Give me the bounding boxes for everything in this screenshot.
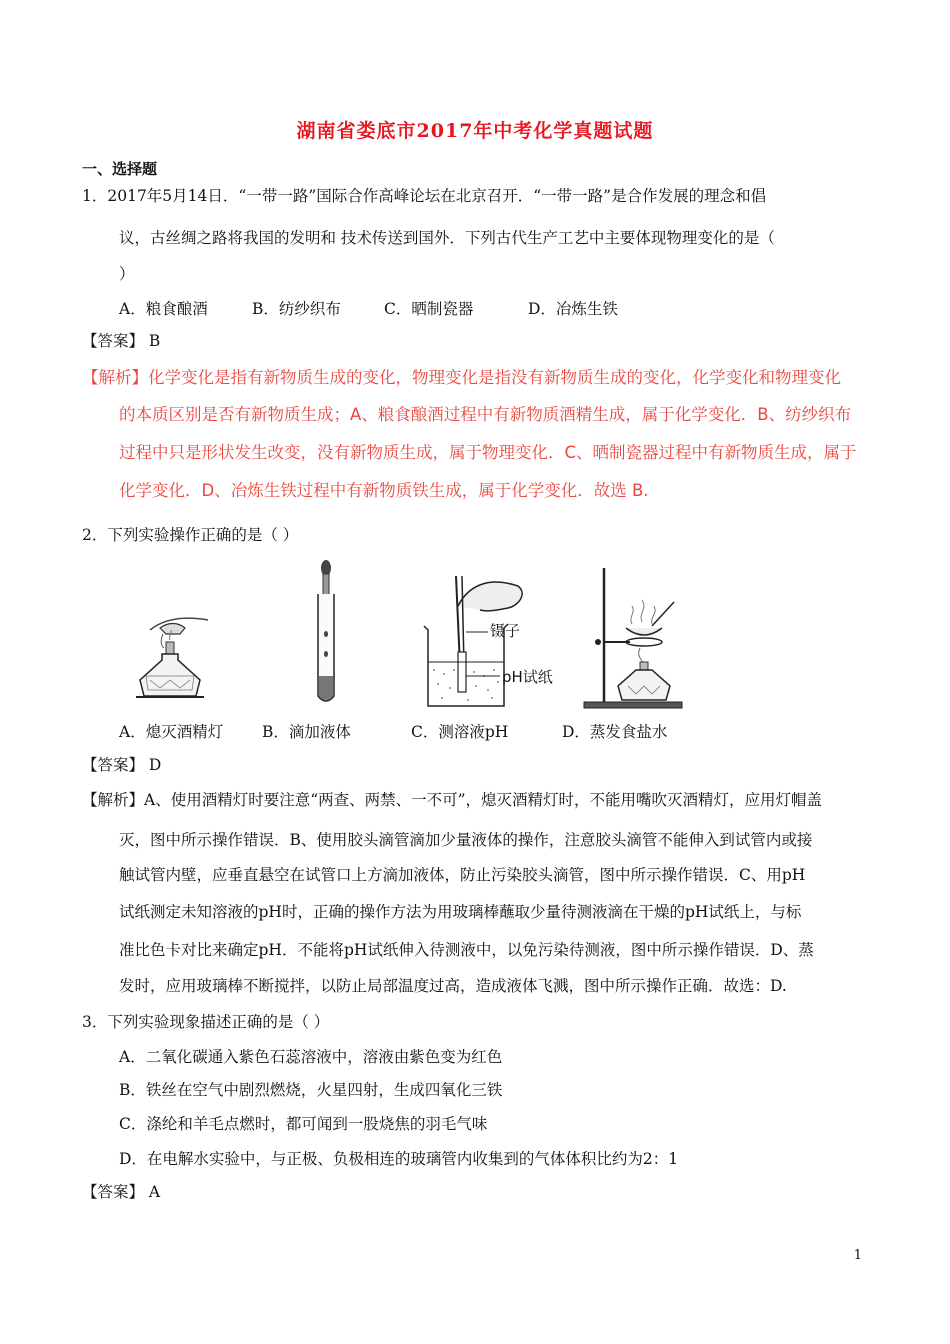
q1-option-b: B．纺纱织布 bbox=[252, 300, 341, 318]
figure-d-evaporation-setup bbox=[582, 566, 692, 711]
figure-c-label-tweezers: 镊子 bbox=[490, 622, 521, 640]
q1-option-a: A．粮食酿酒 bbox=[119, 300, 208, 318]
q1-stem-line-1: 1．2017年5月14日．“一带一路”国际合作高峰论坛在北京召开．“一带一路”是合作发展的理念和倡 bbox=[82, 187, 767, 205]
q2-option-c: C．测溶液pH bbox=[411, 723, 509, 741]
q3-option-a: A．二氧化碳通入紫色石蕊溶液中，溶液由紫色变为红色 bbox=[119, 1048, 503, 1066]
q2-option-d: D．蒸发食盐水 bbox=[562, 723, 668, 741]
q2-explanation-line-1: 【解析】A、使用酒精灯时要注意“两查、两禁、一不可”，熄灭酒精灯时，不能用嘴吹灭酒精灯，应用灯帽盖 bbox=[82, 791, 823, 809]
section-heading: 一、选择题 bbox=[82, 160, 158, 178]
q2-explanation-line-2: 灭，图中所示操作错误．B、使用胶头滴管滴加少量液体的操作，注意胶头滴管不能伸入到试管内或接 bbox=[119, 831, 813, 849]
q1-answer: 【答案】 B bbox=[82, 332, 161, 350]
q1-explanation-line-1: 【解析】化学变化是指有新物质生成的变化，物理变化是指没有新物质生成的变化，化学变化和物理变化 bbox=[82, 368, 841, 387]
q2-option-a: A．熄灭酒精灯 bbox=[119, 723, 224, 741]
page-title: 湖南省娄底市2017年中考化学真题试题 bbox=[296, 120, 654, 142]
q1-explanation-line-4: 化学变化．D、冶炼生铁过程中有新物质铁生成，属于化学变化．故选 B. bbox=[119, 481, 649, 500]
q2-explanation-line-5: 准比色卡对比来确定pH．不能将pH试纸伸入待测液中，以免污染待测液，图中所示操作错误．D、蒸 bbox=[119, 941, 814, 959]
q3-option-b: B．铁丝在空气中剧烈燃烧，火星四射，生成四氧化三铁 bbox=[119, 1081, 503, 1099]
q1-explanation-line-3: 过程中只是形状发生改变，没有新物质生成，属于物理变化．C、晒制瓷器过程中有新物质生成，属于 bbox=[119, 443, 857, 462]
q1-stem-line-3: ） bbox=[119, 265, 135, 283]
q1-option-d: D．冶炼生铁 bbox=[528, 300, 618, 318]
q1-stem-line-2: 议，古丝绸之路将我国的发明和 技术传送到国外．下列古代生产工艺中主要体现物理变化的是（ bbox=[119, 229, 775, 247]
figure-c-beaker-ph-paper bbox=[418, 566, 588, 716]
figure-b-test-tube-dropper bbox=[312, 556, 342, 706]
q2-stem: 2．下列实验操作正确的是（ ） bbox=[82, 526, 299, 544]
page-number: 1 bbox=[853, 1248, 862, 1263]
q1-explanation-line-2: 的本质区别是否有新物质生成；A、粮食酿酒过程中有新物质酒精生成，属于化学变化．B、纺纱织布 bbox=[119, 405, 852, 424]
q2-explanation-line-4: 试纸测定未知溶液的pH时，正确的操作方法为用玻璃棒蘸取少量待测液滴在干燥的pH试纸上，与标 bbox=[119, 903, 802, 921]
q3-option-c: C．涤纶和羊毛点燃时，都可闻到一股烧焦的羽毛气味 bbox=[119, 1115, 488, 1133]
q3-option-d: D．在电解水实验中，与正极、负极相连的玻璃管内收集到的气体体积比约为2：1 bbox=[119, 1150, 679, 1168]
q2-option-b: B．滴加液体 bbox=[262, 723, 351, 741]
q2-explanation-line-3: 触试管内壁，应垂直悬空在试管口上方滴加液体，防止污染胶头滴管，图中所示操作错误．C、用pH bbox=[119, 866, 806, 884]
q2-answer: 【答案】 D bbox=[82, 756, 162, 774]
q3-answer: 【答案】 A bbox=[82, 1183, 161, 1201]
figure-c-label-ph-paper: pH试纸 bbox=[502, 668, 553, 686]
q3-stem: 3．下列实验现象描述正确的是（ ） bbox=[82, 1013, 330, 1031]
q2-explanation-line-6: 发时，应用玻璃棒不断搅拌，以防止局部温度过高，造成液体飞溅，图中所示操作正确．故选：D. bbox=[119, 977, 787, 995]
q1-option-c: C．晒制瓷器 bbox=[384, 300, 474, 318]
figure-a-alcohol-lamp bbox=[130, 610, 220, 705]
